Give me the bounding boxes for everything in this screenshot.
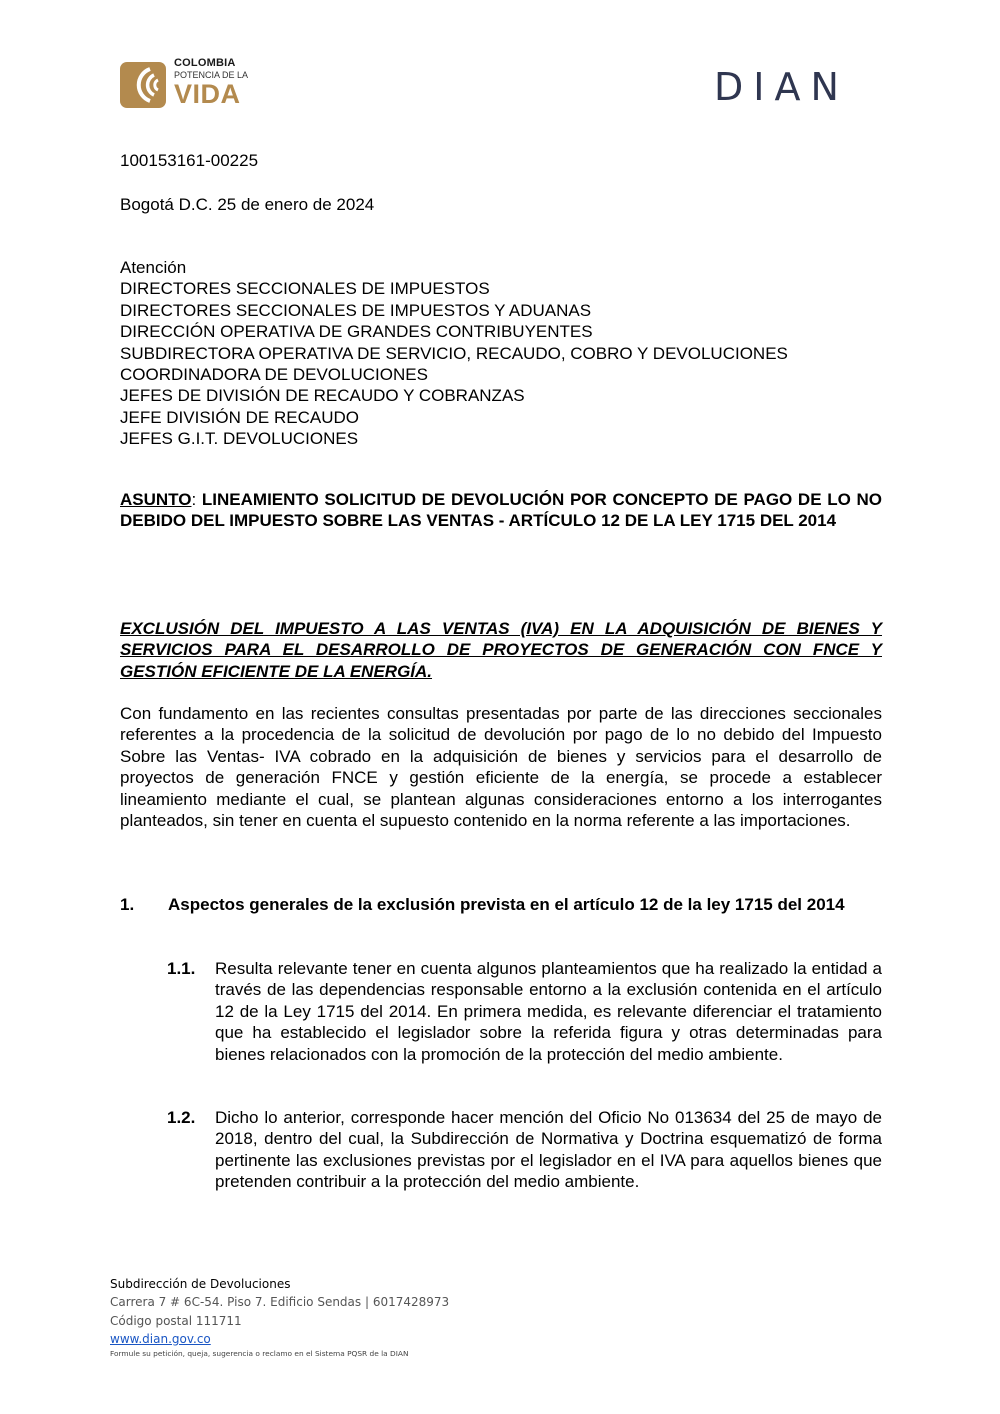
heading-1-number: 1. bbox=[120, 895, 135, 914]
recipient-line: DIRECCIÓN OPERATIVA DE GRANDES CONTRIBUYENTES bbox=[120, 322, 593, 342]
brand-big-text: VIDA bbox=[174, 79, 241, 109]
brand-mid-text: POTENCIA DE LA bbox=[174, 70, 249, 80]
colombia-wave-emblem-icon bbox=[120, 60, 170, 110]
paragraph-1-2-text: Dicho lo anterior, corresponde hacer mención del Oficio No 013634 del 25 de mayo de 2018, dentro del cual, la Subdirección de Normativa y Doctrina esquematizó de forma pertinente las exclusiones previstas por el legislador en el IVA para aquellos bienes que pretenden contribuir a la protección del medio ambiente. bbox=[215, 1108, 882, 1192]
dian-logo-text: DIAN bbox=[714, 65, 849, 109]
subject-label: ASUNTO bbox=[120, 490, 192, 509]
brand-top-text: COLOMBIA bbox=[174, 57, 236, 69]
footer-pqsr-notice: Formule su petición, queja, sugerencia o reclamo en el Sistema PQSR de la DIAN bbox=[110, 1349, 409, 1358]
recipient-line: JEFES G.I.T. DEVOLUCIONES bbox=[120, 429, 359, 449]
recipient-line: Atención bbox=[120, 258, 187, 277]
footer-website-link[interactable]: www.dian.gov.co bbox=[110, 1332, 211, 1346]
subject-colon: : bbox=[191, 490, 197, 509]
paragraph-1-1-number: 1.1. bbox=[167, 959, 196, 978]
recipient-line: COORDINADORA DE DEVOLUCIONES bbox=[120, 365, 428, 385]
paragraph-1-1-text: Resulta relevante tener en cuenta algunos planteamientos que ha realizado la entidad a través de las dependencias responsable entorno a la exclusión contenida en el artículo 12 de la Ley 1715 del 2014. En primera medida, es relevante diferenciar el tratamiento que ha establecido el legislador sobre la referida figura y otras determinadas para bienes relacionados con la promoción de la protección del medio ambiente. bbox=[215, 959, 882, 1064]
section-title: EXCLUSIÓN DEL IMPUESTO A LAS VENTAS (IVA) EN LA ADQUISICIÓN DE BIENES Y SERVICIOS PARA EL DESARROLLO DE PROYECTOS DE GENERACIÓN CON FNCE Y GESTIÓN EFICIENTE DE LA ENERGÍA. bbox=[120, 619, 882, 681]
intro-paragraph: Con fundamento en las recientes consultas presentadas por parte de las direcciones seccionales referentes a la procedencia de la solicitud de devolución por pago de lo no debido del Impuesto Sobre las Ventas- IVA cobrado en la adquisición de bienes y servicios para el desarrollo de proyectos de generación FNCE y gestión eficiente de la energía, se procede a establecer lineamiento mediante el cual, se plantean algunas consideraciones entorno a los interrogantes planteados, sin tener en cuenta el supuesto contenido en la norma referente a las importaciones. bbox=[120, 704, 882, 831]
page-footer bbox=[110, 1275, 610, 1360]
subject-text: LINEAMIENTO SOLICITUD DE DEVOLUCIÓN POR CONCEPTO DE PAGO DE LO NO DEBIDO DEL IMPUESTO SOBRE LAS VENTAS - ARTÍCULO 12 DE LA LEY 1715 DEL 2014 bbox=[120, 490, 882, 531]
recipient-line: JEFE DIVISIÓN DE RECAUDO bbox=[120, 407, 359, 427]
colombia-potencia-de-la-vida-logo bbox=[120, 58, 250, 112]
recipient-line: DIRECTORES SECCIONALES DE IMPUESTOS Y ADUANAS bbox=[120, 300, 592, 320]
heading-1-text: Aspectos generales de la exclusión prevista en el artículo 12 de la ley 1715 del 2014 bbox=[168, 895, 845, 914]
document-reference: 100153161-00225 bbox=[120, 151, 259, 170]
place-date: Bogotá D.C. 25 de enero de 2024 bbox=[120, 195, 375, 214]
recipients-block bbox=[120, 257, 882, 450]
subject-block bbox=[120, 489, 882, 532]
footer-address: Carrera 7 # 6C-54. Piso 7. Edificio Sendas | 6017428973 bbox=[110, 1295, 450, 1309]
paragraph-1-2-number: 1.2. bbox=[167, 1108, 196, 1127]
footer-postal-code: Código postal 111711 bbox=[110, 1313, 242, 1328]
recipient-line: JEFES DE DIVISIÓN DE RECAUDO Y COBRANZAS bbox=[120, 386, 525, 406]
footer-department: Subdirección de Devoluciones bbox=[110, 1277, 291, 1291]
dian-logo bbox=[714, 65, 862, 109]
recipient-line: DIRECTORES SECCIONALES DE IMPUESTOS bbox=[120, 279, 490, 299]
recipient-line: SUBDIRECTORA OPERATIVA DE SERVICIO, RECAUDO, COBRO Y DEVOLUCIONES bbox=[120, 343, 788, 363]
